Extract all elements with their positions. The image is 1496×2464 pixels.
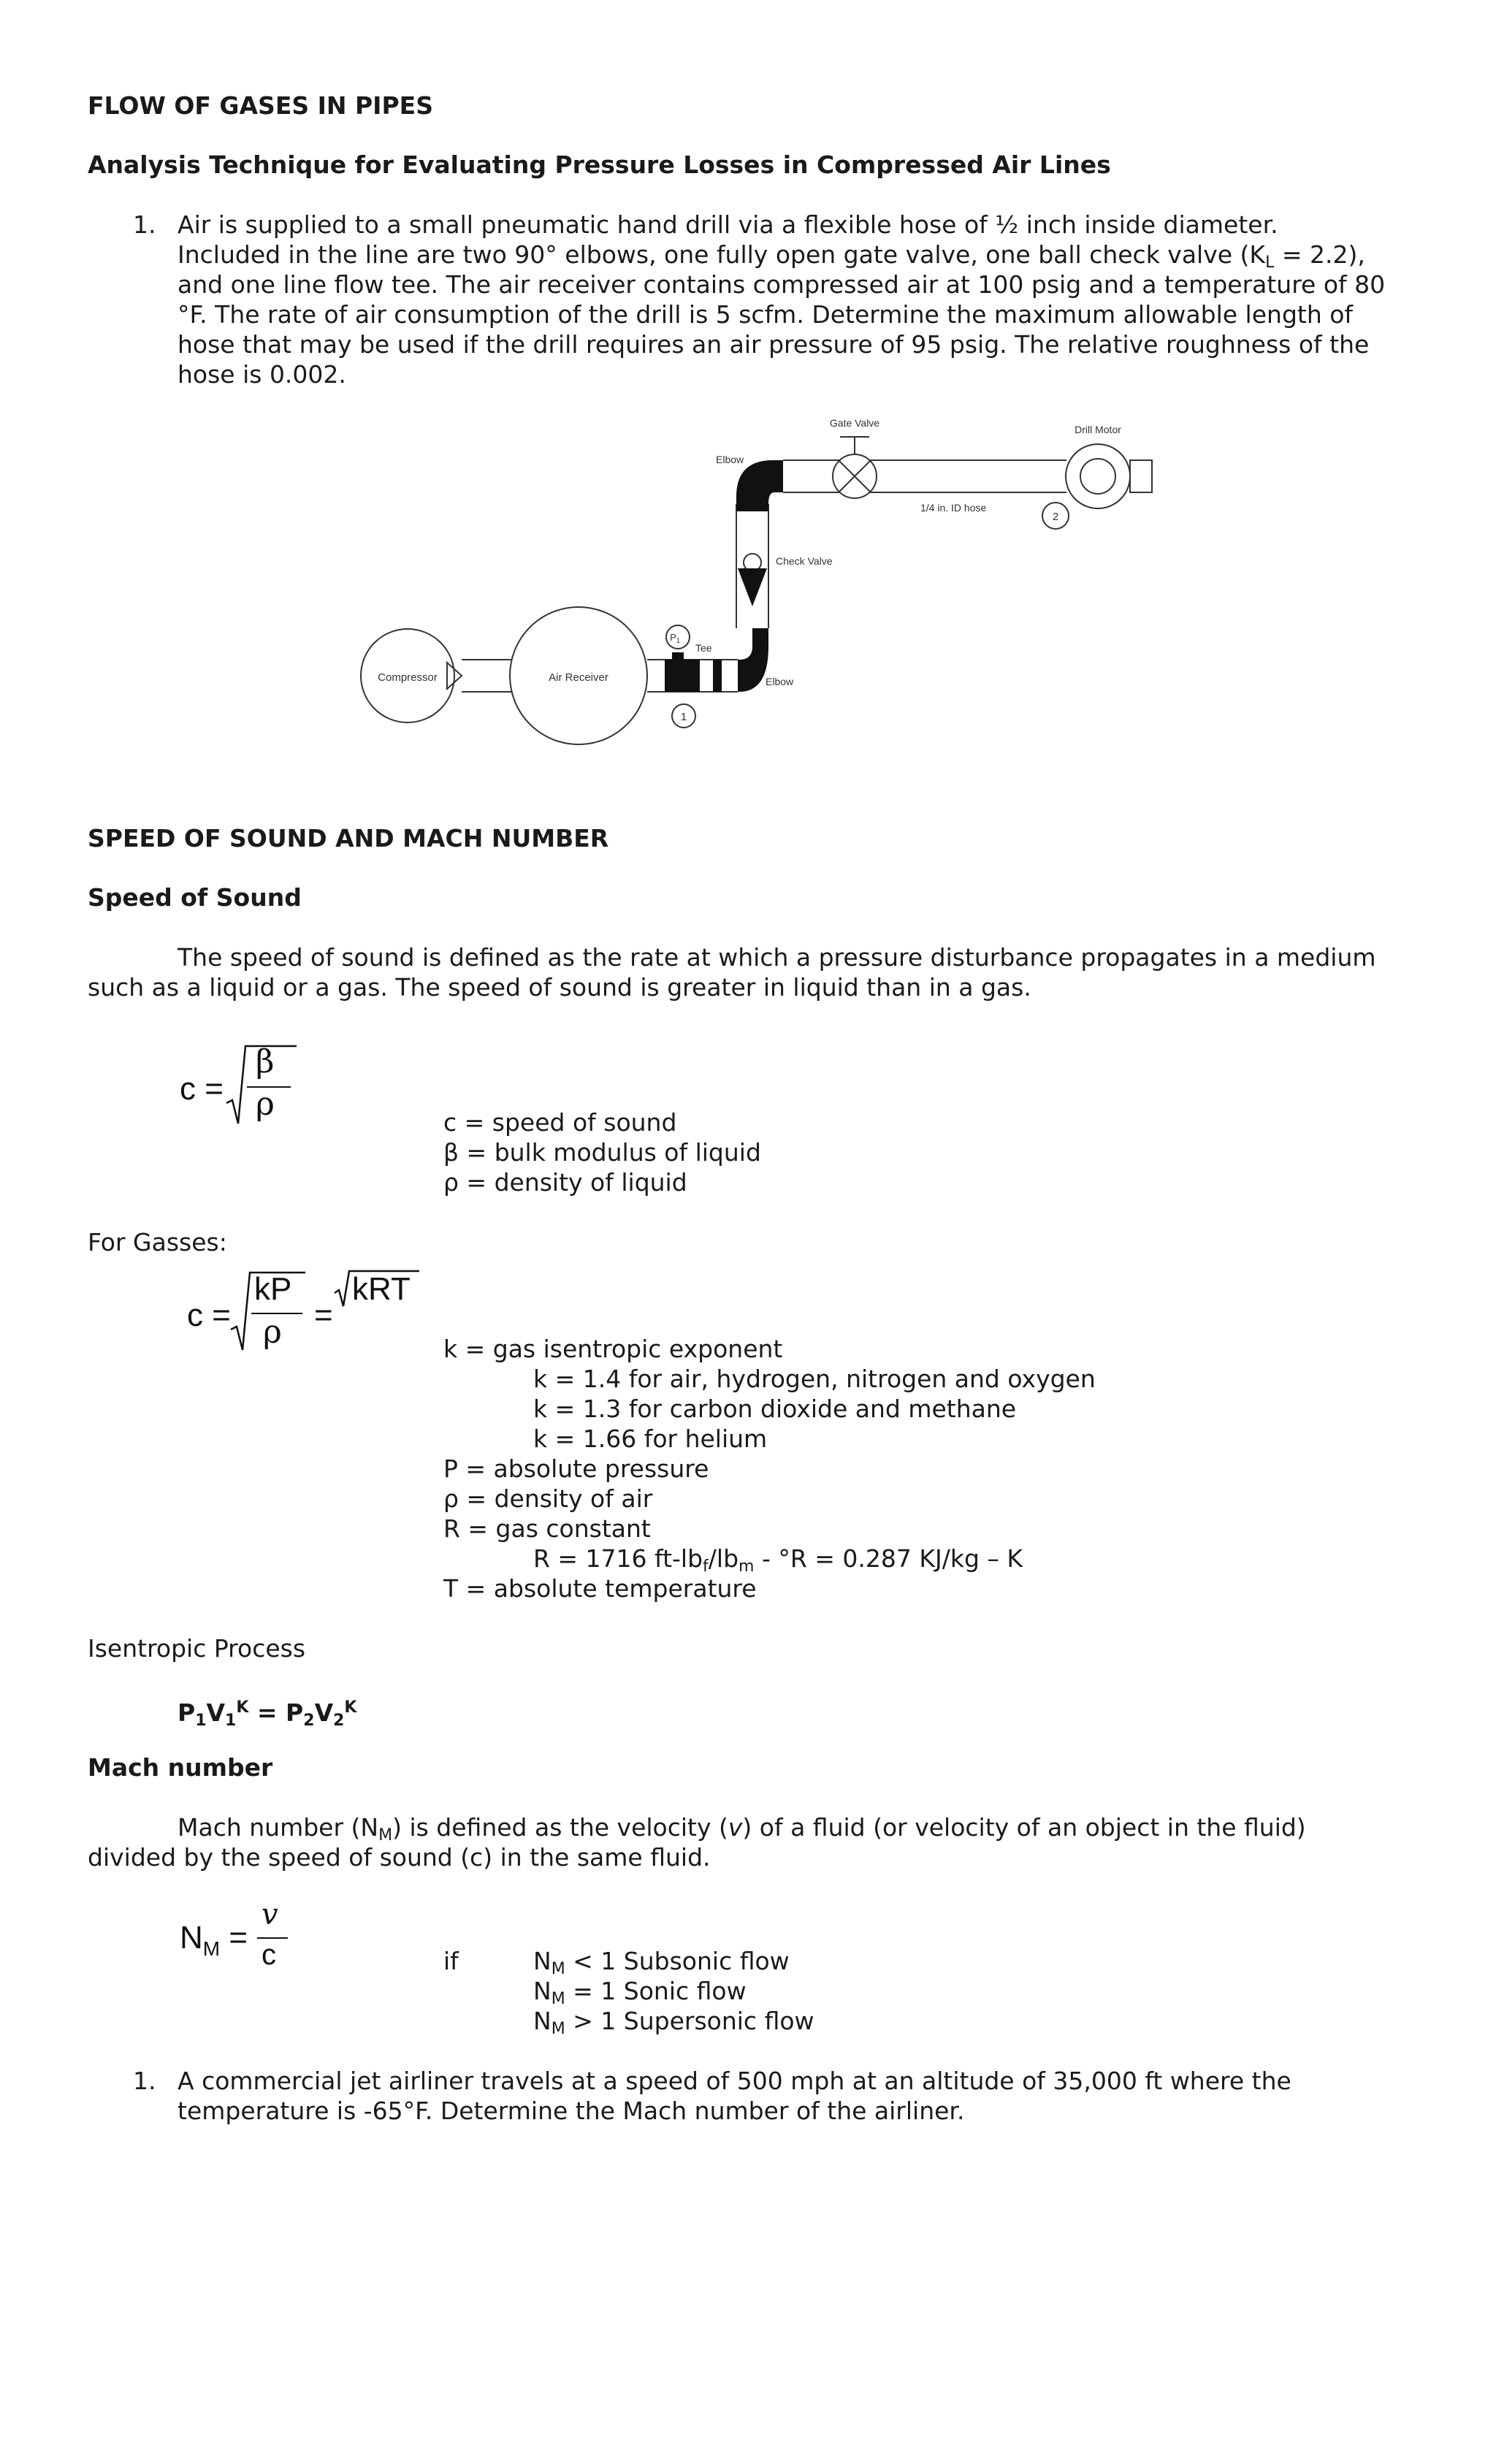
problem2-number: 1. xyxy=(133,2067,156,2095)
gas-def-r-value: R = 1716 $ft-lb_f/lb_m - ^\circ R = 0.287$ KJ/kg – K xyxy=(533,1544,1023,1576)
tee-fitting xyxy=(665,660,700,692)
liquid-def-c: c = speed of sound xyxy=(443,1108,677,1137)
for-gasses-label: For Gasses: xyxy=(88,1228,227,1256)
point-1-label: 1 xyxy=(680,711,687,723)
drill-motor-label: Drill Motor xyxy=(1075,424,1121,435)
problem1-number: 1. xyxy=(133,210,156,239)
p1-label: $P_1$ xyxy=(670,632,680,644)
elbow-bottom-label: Elbow xyxy=(766,676,794,687)
problem1-line2: Included in the line are two 90° elbows, one fully open gate valve, one ball check valve $(K_L = 2.2)$, xyxy=(178,240,1365,272)
compressor-label: Compressor xyxy=(378,671,438,684)
gas-def-k-helium: k = 1.66 for helium xyxy=(533,1424,768,1453)
gas-speed-formula xyxy=(187,1264,421,1359)
mach-para-line1: Mach number $(N_M)$ is defined as the velocity (v) of a fluid (or velocity of an object in the fluid) xyxy=(178,1813,1306,1845)
hose-label: 1/4 in. ID hose xyxy=(920,502,987,514)
formula-denominator: ρ xyxy=(256,1086,275,1123)
formula-numerator: kP xyxy=(254,1271,292,1307)
point-2-label: 2 xyxy=(1052,511,1059,523)
section-subtitle: Analysis Technique for Evaluating Pressure Losses in Compressed Air Lines xyxy=(88,150,1111,179)
isentropic-label: Isentropic Process xyxy=(88,1634,306,1663)
liquid-def-beta: β = bulk modulus of liquid xyxy=(443,1138,761,1167)
speed-of-sound-heading: Speed of Sound xyxy=(88,883,302,912)
formula-lhs: $N_M$ = xyxy=(180,1920,248,1960)
formula-denominator: c xyxy=(262,1939,276,1971)
gas-def-rho: ρ = density of air xyxy=(443,1484,653,1513)
problem1-line1: Air is supplied to a small pneumatic hand drill via a flexible hose of ½ inch inside diameter. xyxy=(178,210,1278,239)
formula-equals: = xyxy=(314,1297,333,1333)
problem2-line2: temperature is -65°F. Determine the Mach number of the airliner. xyxy=(178,2097,965,2125)
mach-case-sonic: $N_M = 1$ Sonic flow xyxy=(533,1977,747,2008)
speed-para-line2: such as a liquid or a gas. The speed of sound is greater in liquid than in a gas. xyxy=(88,973,1031,1002)
pipe-coupling xyxy=(713,660,722,692)
elbow-top-label: Elbow xyxy=(716,454,744,465)
elbow-top-fitting xyxy=(736,460,783,511)
problem1-line6: hose is 0.002. xyxy=(178,360,346,389)
elbow-bottom-fitting xyxy=(738,628,768,692)
mach-para-line2: divided by the speed of sound (c) in the same fluid. xyxy=(88,1843,711,1872)
check-valve-label: Check Valve xyxy=(776,555,833,567)
gas-def-r: R = gas constant xyxy=(443,1514,651,1543)
liquid-def-rho: ρ = density of liquid xyxy=(443,1168,687,1197)
liquid-speed-formula xyxy=(180,1037,304,1132)
gas-def-k: k = gas isentropic exponent xyxy=(443,1335,783,1363)
gas-def-k-co2: k = 1.3 for carbon dioxide and methane xyxy=(533,1395,1017,1423)
drill-bit-housing xyxy=(1130,460,1152,492)
gas-def-k-air: k = 1.4 for air, hydrogen, nitrogen and oxygen xyxy=(533,1365,1096,1393)
drill-motor-symbol xyxy=(1066,444,1130,508)
formula-rhs: kRT xyxy=(352,1271,411,1307)
mach-number-formula xyxy=(180,1899,311,1980)
gas-def-p: P = absolute pressure xyxy=(443,1454,709,1483)
isentropic-equation: $P_1V_1^K = P_2V_2^K$ xyxy=(178,1698,357,1730)
formula-numerator: v xyxy=(262,1898,278,1931)
gas-def-t: T = absolute temperature xyxy=(443,1574,757,1603)
if-label: if xyxy=(443,1947,459,1975)
problem1-line3: and one line flow tee. The air receiver contains compressed air at 100 psig and a temperature of 80 xyxy=(178,270,1386,299)
tee-label: Tee xyxy=(695,642,712,654)
formula-lhs: c = xyxy=(180,1071,224,1107)
page-title: FLOW OF GASES IN PIPES xyxy=(88,91,433,120)
formula-numerator: β xyxy=(256,1043,275,1080)
mach-case-subsonic: $N_M < 1$ Subsonic flow xyxy=(533,1947,790,1978)
problem1-line5: hose that may be used if the drill requires an air pressure of 95 psig. The relative roughness of the xyxy=(178,330,1370,359)
check-valve-seat xyxy=(738,568,767,606)
formula-denominator: ρ xyxy=(263,1313,282,1351)
formula-lhs: c = xyxy=(187,1297,231,1333)
problem1-line4: °F. The rate of air consumption of the drill is 5 scfm. Determine the maximum allowable length of xyxy=(178,300,1354,329)
piping-diagram xyxy=(351,409,1169,774)
mach-case-supersonic: $N_M > 1$ Supersonic flow xyxy=(533,2007,814,2038)
problem2-line1: A commercial jet airliner travels at a speed of 500 mph at an altitude of 35,000 ft where the xyxy=(178,2067,1291,2095)
gate-valve-label: Gate Valve xyxy=(829,417,880,429)
mach-number-heading: Mach number xyxy=(88,1753,273,1782)
speed-para-line1: The speed of sound is defined as the rate at which a pressure disturbance propagates in a medium xyxy=(178,943,1376,972)
section2-heading: SPEED OF SOUND AND MACH NUMBER xyxy=(88,824,609,853)
air-receiver-label: Air Receiver xyxy=(549,671,608,684)
tee-branch xyxy=(672,652,684,661)
